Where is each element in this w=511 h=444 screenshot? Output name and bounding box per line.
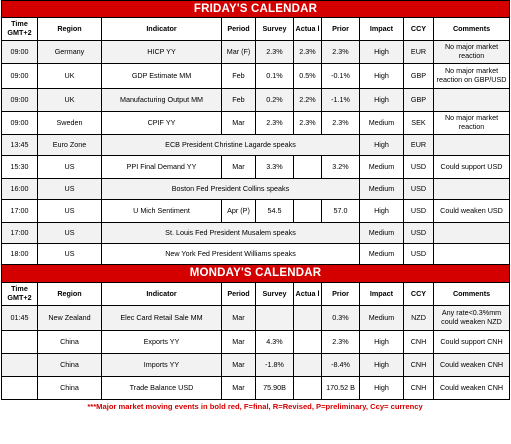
cell-prior: -0.1% — [322, 64, 360, 89]
cell-survey: -1.8% — [256, 354, 294, 377]
cell-period: Feb — [222, 64, 256, 89]
column-header-region: Region — [38, 283, 102, 306]
table-row — [2, 331, 510, 354]
table-row — [2, 112, 510, 135]
table-row — [2, 179, 510, 200]
cell-region: US — [38, 244, 102, 265]
cell-region: UK — [38, 64, 102, 89]
cell-time: 01:45 — [2, 306, 38, 331]
cell-event: New York Fed President Williams speaks — [102, 244, 360, 265]
cell-period: Apr (P) — [222, 200, 256, 223]
cell-comments — [434, 179, 510, 200]
cell-region: Germany — [38, 41, 102, 64]
table-row — [2, 244, 510, 265]
column-header-survey: Survey — [256, 283, 294, 306]
cell-ccy: USD — [404, 179, 434, 200]
column-header-prior: Prior — [322, 18, 360, 41]
cell-actual: 2.3% — [294, 41, 322, 64]
column-header-period: Period — [222, 283, 256, 306]
cell-region: Sweden — [38, 112, 102, 135]
cell-period: Feb — [222, 89, 256, 112]
cell-survey: 54.5 — [256, 200, 294, 223]
cell-ccy: GBP — [404, 89, 434, 112]
column-header-period: Period — [222, 18, 256, 41]
cell-ccy: GBP — [404, 64, 434, 89]
cell-impact: High — [360, 354, 404, 377]
monday-title-row — [2, 265, 510, 283]
cell-period: Mar — [222, 377, 256, 400]
cell-ccy: CNH — [404, 331, 434, 354]
cell-time — [2, 377, 38, 400]
cell-comments: Could support USD — [434, 156, 510, 179]
cell-survey: 4.3% — [256, 331, 294, 354]
cell-ccy: NZD — [404, 306, 434, 331]
cell-prior: 2.3% — [322, 112, 360, 135]
cell-impact: Medium — [360, 223, 404, 244]
cell-time: 17:00 — [2, 200, 38, 223]
table-row — [2, 41, 510, 64]
cell-ccy: USD — [404, 200, 434, 223]
cell-prior: 3.2% — [322, 156, 360, 179]
table-row — [2, 135, 510, 156]
table-row — [2, 306, 510, 331]
cell-impact: Medium — [360, 156, 404, 179]
cell-impact: Medium — [360, 112, 404, 135]
table-row — [2, 354, 510, 377]
table-row — [2, 223, 510, 244]
cell-region: New Zealand — [38, 306, 102, 331]
column-header-impact: Impact — [360, 283, 404, 306]
cell-survey: 3.3% — [256, 156, 294, 179]
cell-time: 16:00 — [2, 179, 38, 200]
cell-ccy: USD — [404, 244, 434, 265]
table-row — [2, 89, 510, 112]
cell-survey: 2.3% — [256, 112, 294, 135]
cell-period: Mar — [222, 112, 256, 135]
cell-region: Euro Zone — [38, 135, 102, 156]
monday-header-row — [2, 283, 510, 306]
cell-region: China — [38, 354, 102, 377]
column-header-ccy: CCY — [404, 18, 434, 41]
cell-ccy: EUR — [404, 41, 434, 64]
cell-ccy: CNH — [404, 377, 434, 400]
cell-region: US — [38, 223, 102, 244]
economic-calendar — [1, 0, 509, 411]
cell-actual — [294, 306, 322, 331]
cell-region: US — [38, 156, 102, 179]
cell-actual — [294, 156, 322, 179]
cell-ccy: SEK — [404, 112, 434, 135]
cell-event: St. Louis Fed President Musalem speaks — [102, 223, 360, 244]
cell-survey: 0.2% — [256, 89, 294, 112]
cell-region: UK — [38, 89, 102, 112]
cell-actual: 2.3% — [294, 112, 322, 135]
cell-comments — [434, 223, 510, 244]
footer-note: ***Major market moving events in bold red, F=final, R=Revised, P=preliminary, Ccy= currency — [87, 402, 423, 411]
cell-time: 09:00 — [2, 89, 38, 112]
cell-prior: 0.3% — [322, 306, 360, 331]
cell-comments — [434, 89, 510, 112]
cell-time: 18:00 — [2, 244, 38, 265]
cell-indicator: Elec Card Retail Sale MM — [102, 306, 222, 331]
cell-survey — [256, 306, 294, 331]
cell-impact: High — [360, 135, 404, 156]
column-header-indicator: Indicator — [102, 18, 222, 41]
cell-indicator: CPIF YY — [102, 112, 222, 135]
cell-impact: Medium — [360, 306, 404, 331]
cell-time — [2, 331, 38, 354]
cell-time: 09:00 — [2, 64, 38, 89]
column-header-region: Region — [38, 18, 102, 41]
table-row — [2, 156, 510, 179]
cell-comments: Could weaken USD — [434, 200, 510, 223]
cell-region: China — [38, 377, 102, 400]
cell-period: Mar — [222, 156, 256, 179]
cell-actual — [294, 377, 322, 400]
cell-region: US — [38, 200, 102, 223]
cell-actual — [294, 354, 322, 377]
cell-indicator: PPI Final Demand YY — [102, 156, 222, 179]
calendar-table — [1, 0, 510, 400]
cell-indicator: U Mich Sentiment — [102, 200, 222, 223]
cell-indicator: HICP YY — [102, 41, 222, 64]
table-row — [2, 200, 510, 223]
column-header-comments: Comments — [434, 283, 510, 306]
cell-impact: High — [360, 377, 404, 400]
friday-calendar-title: FRIDAY'S CALENDAR — [2, 1, 510, 18]
cell-period: Mar — [222, 354, 256, 377]
cell-event: Boston Fed President Collins speaks — [102, 179, 360, 200]
cell-impact: High — [360, 331, 404, 354]
cell-region: China — [38, 331, 102, 354]
cell-impact: High — [360, 200, 404, 223]
cell-time: 17:00 — [2, 223, 38, 244]
cell-comments — [434, 244, 510, 265]
cell-impact: High — [360, 64, 404, 89]
cell-comments: No major market reaction on GBP/USD — [434, 64, 510, 89]
cell-time — [2, 354, 38, 377]
cell-comments: Any rate<0.3%mm could weaken NZD — [434, 306, 510, 331]
column-header-indicator: Indicator — [102, 283, 222, 306]
cell-indicator: Exports YY — [102, 331, 222, 354]
cell-comments — [434, 135, 510, 156]
cell-period: Mar — [222, 306, 256, 331]
cell-indicator: GDP Estimate MM — [102, 64, 222, 89]
cell-impact: Medium — [360, 179, 404, 200]
cell-time: 09:00 — [2, 112, 38, 135]
cell-indicator: Manufacturing Output MM — [102, 89, 222, 112]
table-row — [2, 64, 510, 89]
cell-survey: 0.1% — [256, 64, 294, 89]
cell-indicator: Trade Balance USD — [102, 377, 222, 400]
monday-calendar-title: MONDAY'S CALENDAR — [2, 265, 510, 283]
column-header-ccy: CCY — [404, 283, 434, 306]
cell-prior: 170.52 B — [322, 377, 360, 400]
column-header-time: Time GMT+2 — [2, 18, 38, 41]
cell-event: ECB President Christine Lagarde speaks — [102, 135, 360, 156]
cell-survey: 2.3% — [256, 41, 294, 64]
column-header-survey: Survey — [256, 18, 294, 41]
friday-title-row — [2, 1, 510, 18]
cell-impact: Medium — [360, 244, 404, 265]
column-header-actual: Actua l — [294, 283, 322, 306]
cell-period: Mar — [222, 331, 256, 354]
cell-ccy: CNH — [404, 354, 434, 377]
cell-comments: Could weaken CNH — [434, 377, 510, 400]
cell-comments: Could support CNH — [434, 331, 510, 354]
column-header-prior: Prior — [322, 283, 360, 306]
cell-actual — [294, 200, 322, 223]
cell-time: 13:45 — [2, 135, 38, 156]
cell-ccy: USD — [404, 223, 434, 244]
cell-survey: 75.90B — [256, 377, 294, 400]
cell-time: 09:00 — [2, 41, 38, 64]
cell-impact: High — [360, 89, 404, 112]
column-header-time: Time GMT+2 — [2, 283, 38, 306]
cell-impact: High — [360, 41, 404, 64]
cell-ccy: USD — [404, 156, 434, 179]
column-header-impact: Impact — [360, 18, 404, 41]
column-header-comments: Comments — [434, 18, 510, 41]
cell-actual — [294, 331, 322, 354]
cell-prior: 2.3% — [322, 41, 360, 64]
column-header-actual: Actua l — [294, 18, 322, 41]
cell-prior: -1.1% — [322, 89, 360, 112]
cell-prior: 57.0 — [322, 200, 360, 223]
cell-ccy: EUR — [404, 135, 434, 156]
cell-actual: 0.5% — [294, 64, 322, 89]
cell-comments: No major market reaction — [434, 112, 510, 135]
cell-comments: Could weaken CNH — [434, 354, 510, 377]
cell-time: 15:30 — [2, 156, 38, 179]
cell-period: Mar (F) — [222, 41, 256, 64]
cell-actual: 2.2% — [294, 89, 322, 112]
cell-prior: 2.3% — [322, 331, 360, 354]
friday-header-row — [2, 18, 510, 41]
cell-region: US — [38, 179, 102, 200]
cell-indicator: Imports YY — [102, 354, 222, 377]
table-row — [2, 377, 510, 400]
cell-prior: -8.4% — [322, 354, 360, 377]
cell-comments: No major market reaction — [434, 41, 510, 64]
